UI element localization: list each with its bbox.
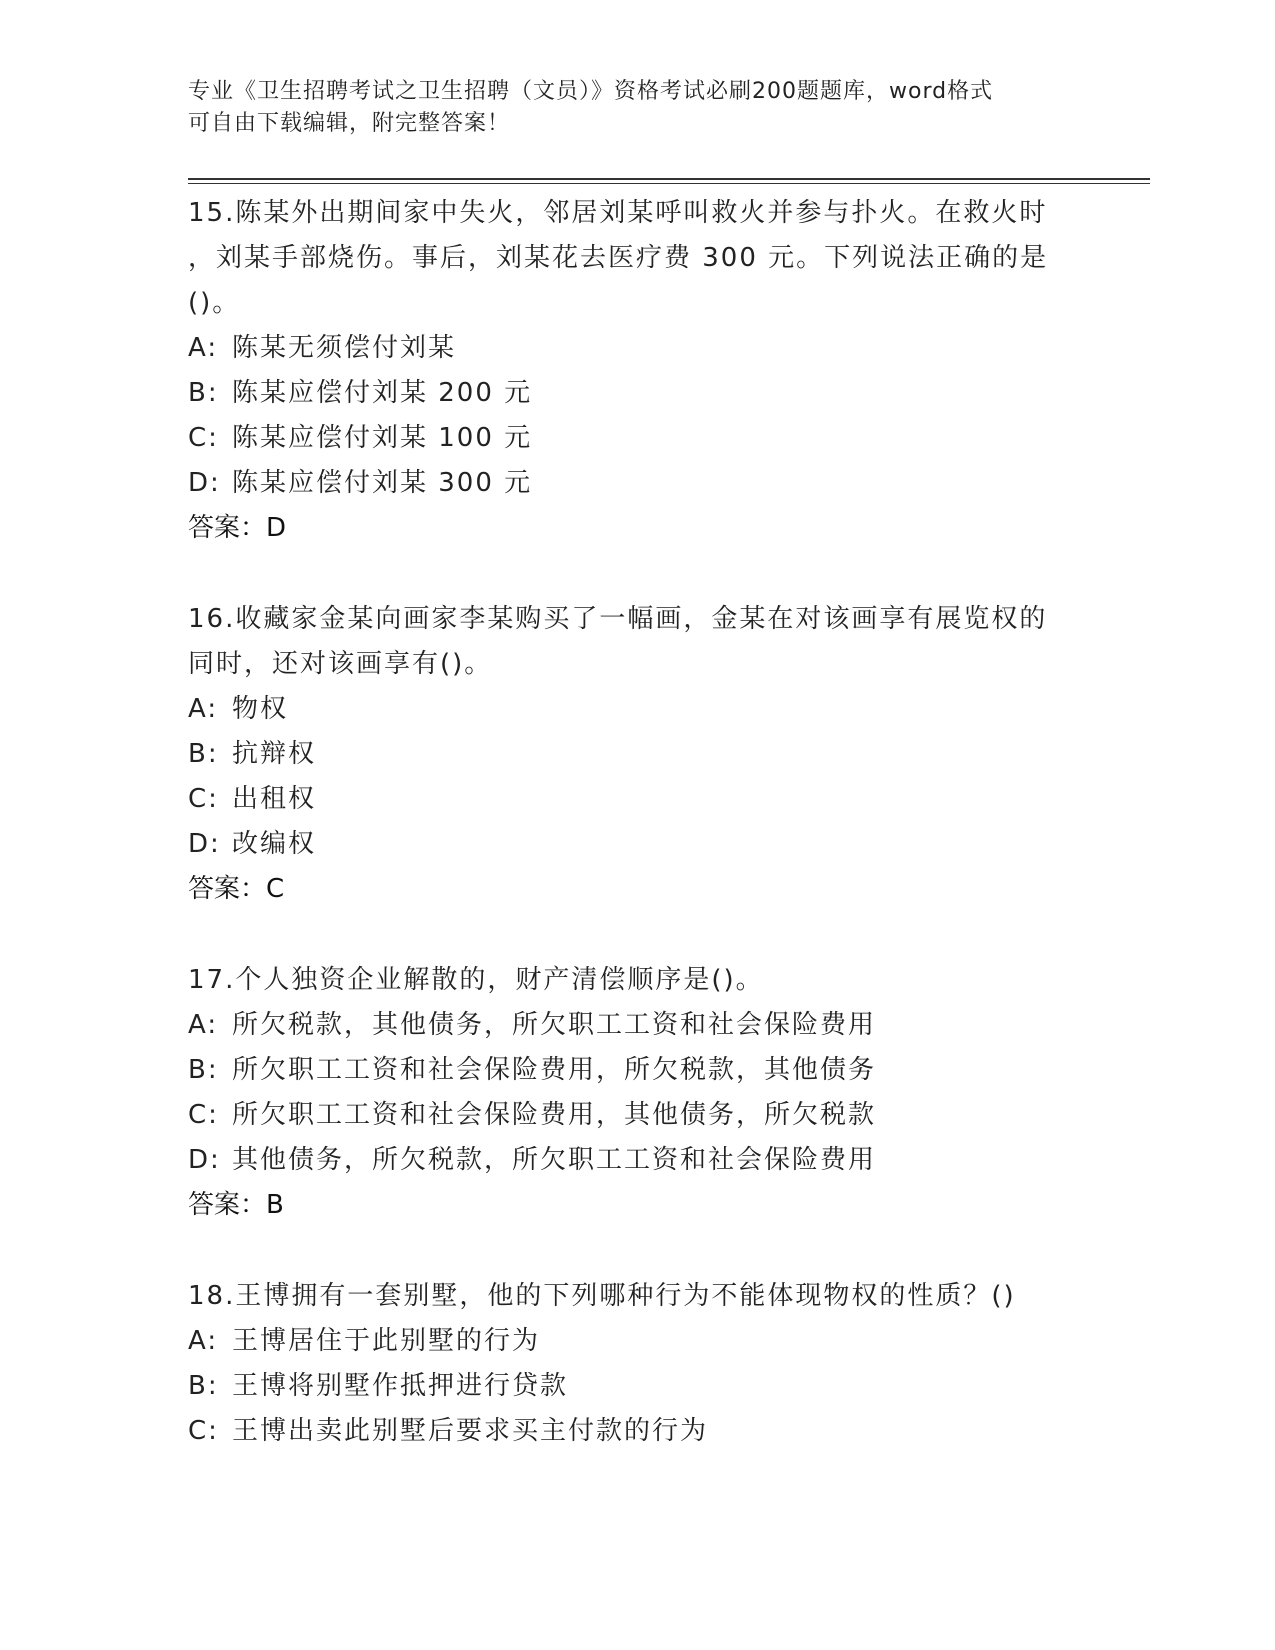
question-stem-line: ，刘某手部烧伤。事后，刘某花去医疗费 300 元。下列说法正确的是 xyxy=(188,243,1049,273)
answer-option xyxy=(188,1409,1088,1454)
option-key: C: xyxy=(188,1100,219,1130)
question-stem-line: 15.陈某外出期间家中失火，邻居刘某呼叫救火并参与扑火。在救火时 xyxy=(188,198,1048,228)
option-key: C: xyxy=(188,423,219,453)
answer-option xyxy=(188,416,1088,461)
option-key: D: xyxy=(188,468,221,498)
question-stem-line: 16.收藏家金某向画家李某购买了一幅画，金某在对该画享有展览权的 xyxy=(188,604,1048,634)
option-key: A: xyxy=(188,694,219,724)
option-text: 陈某无须偿付刘某 xyxy=(232,333,457,363)
option-key: A: xyxy=(188,1010,219,1040)
option-key: B: xyxy=(188,378,219,408)
option-key: B: xyxy=(188,1055,219,1085)
question-spacer xyxy=(188,1228,1088,1274)
answer-option xyxy=(188,1138,1088,1183)
question-block xyxy=(188,1274,1088,1454)
option-text: 出租权 xyxy=(232,784,317,814)
document-header xyxy=(188,76,1088,140)
answer-option xyxy=(188,687,1088,732)
option-key: A: xyxy=(188,1326,219,1356)
question-block xyxy=(188,958,1088,1228)
question-block xyxy=(188,597,1088,912)
answer-option xyxy=(188,326,1088,371)
question-spacer xyxy=(188,551,1088,597)
option-text: 物权 xyxy=(232,694,289,724)
option-key: C: xyxy=(188,1416,219,1446)
answer-line: 答案：B xyxy=(188,1190,284,1220)
answer-option xyxy=(188,1364,1088,1409)
header-line-2: 可自由下载编辑，附完整答案！ xyxy=(188,111,511,136)
answer-option xyxy=(188,1003,1088,1048)
answer-line: 答案：C xyxy=(188,874,285,904)
option-text: 所欠税款，其他债务，所欠职工工资和社会保险费用 xyxy=(232,1010,877,1040)
question-stem-line: ()。 xyxy=(188,288,241,318)
option-text: 陈某应偿付刘某 200 元 xyxy=(232,378,533,408)
option-key: A: xyxy=(188,333,219,363)
answer-option xyxy=(188,1319,1088,1364)
question-stem-line: 18.王博拥有一套别墅，他的下列哪种行为不能体现物权的性质？() xyxy=(188,1281,1016,1311)
option-text: 所欠职工工资和社会保险费用，所欠税款，其他债务 xyxy=(232,1055,877,1085)
option-key: B: xyxy=(188,739,219,769)
option-key: B: xyxy=(188,1371,219,1401)
option-key: D: xyxy=(188,829,221,859)
header-divider xyxy=(188,178,1150,180)
header-line-1: 专业《卫生招聘考试之卫生招聘（文员）》资格考试必刷200题题库，word格式 xyxy=(188,79,994,104)
answer-option xyxy=(188,732,1088,777)
answer-line: 答案：D xyxy=(188,513,287,543)
question-block xyxy=(188,191,1088,551)
option-text: 王博将别墅作抵押进行贷款 xyxy=(232,1371,569,1401)
option-text: 其他债务，所欠税款，所欠职工工资和社会保险费用 xyxy=(232,1145,877,1175)
option-text: 陈某应偿付刘某 300 元 xyxy=(232,468,533,498)
option-text: 抗辩权 xyxy=(232,739,317,769)
answer-option xyxy=(188,461,1088,506)
answer-option xyxy=(188,1093,1088,1138)
answer-option xyxy=(188,777,1088,822)
question-list xyxy=(188,191,1088,1454)
option-key: C: xyxy=(188,784,219,814)
option-text: 所欠职工工资和社会保险费用，其他债务，所欠税款 xyxy=(232,1100,877,1130)
option-text: 王博居住于此别墅的行为 xyxy=(232,1326,541,1356)
question-stem-line: 同时，还对该画享有()。 xyxy=(188,649,493,679)
header-divider-thin xyxy=(188,183,1150,184)
option-key: D: xyxy=(188,1145,221,1175)
question-spacer xyxy=(188,912,1088,958)
option-text: 陈某应偿付刘某 100 元 xyxy=(232,423,533,453)
answer-option xyxy=(188,822,1088,867)
answer-option xyxy=(188,371,1088,416)
answer-option xyxy=(188,1048,1088,1093)
option-text: 王博出卖此别墅后要求买主付款的行为 xyxy=(232,1416,709,1446)
question-stem-line: 17.个人独资企业解散的，财产清偿顺序是()。 xyxy=(188,965,764,995)
option-text: 改编权 xyxy=(232,829,317,859)
